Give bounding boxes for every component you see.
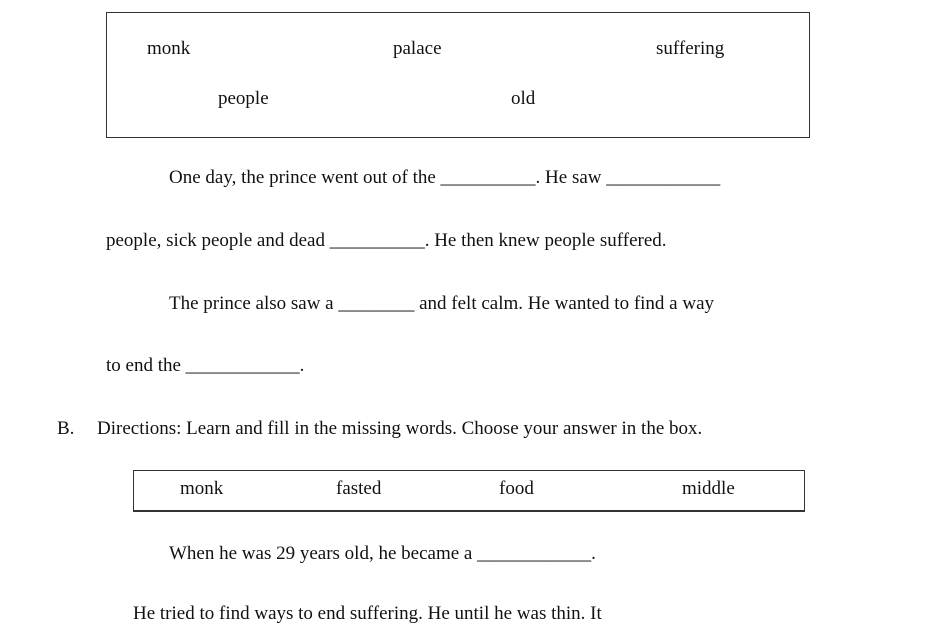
word-box-a [106, 12, 810, 138]
section-b-directions: Directions: Learn and fill in the missing words. Choose your answer in the box. [97, 418, 703, 439]
word-box-b-item: middle [682, 478, 735, 499]
passage-line: to end the ____________. [106, 355, 305, 376]
section-b-label: B. [57, 418, 75, 439]
passage-line: When he was 29 years old, he became a ____________. [169, 543, 596, 564]
word-box-a-item: palace [393, 38, 442, 59]
word-box-a-item: suffering [656, 38, 725, 59]
passage-line: He tried to find ways to end suffering. He until he was thin. It [133, 603, 602, 624]
passage-line: The prince also saw a ________ and felt calm. He wanted to find a way [169, 293, 715, 314]
passage-line: One day, the prince went out of the __________. He saw ____________ [169, 167, 721, 188]
word-box-a-item: old [511, 88, 536, 109]
word-box-b-item: food [499, 478, 534, 499]
word-box-a-item: people [218, 88, 269, 109]
word-box-b-item: monk [180, 478, 224, 499]
word-box-b-item: fasted [336, 478, 382, 499]
passage-line: people, sick people and dead __________. He then knew people suffered. [106, 230, 667, 251]
word-box-a-item: monk [147, 38, 191, 59]
